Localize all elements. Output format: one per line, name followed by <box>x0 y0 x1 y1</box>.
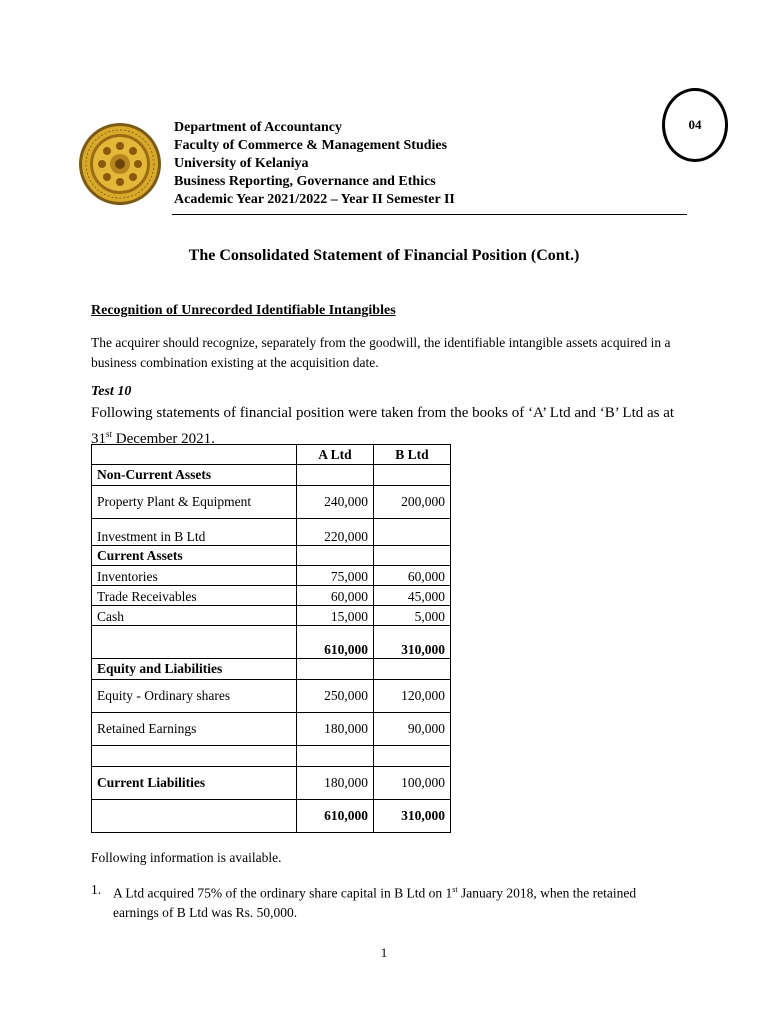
row-label: Non-Current Assets <box>92 465 297 486</box>
row-label <box>92 800 297 833</box>
row-a-value <box>297 465 374 486</box>
row-b-value: 90,000 <box>374 713 451 746</box>
table-row <box>92 746 451 767</box>
row-a-value <box>297 546 374 566</box>
list-item-text-before: A Ltd acquired 75% of the ordinary share capital in B Ltd on 1 <box>113 885 453 901</box>
row-label: Retained Earnings <box>92 713 297 746</box>
table-header-b-ltd: B Ltd <box>374 445 451 465</box>
row-a-value: 240,000 <box>297 486 374 519</box>
table-total-row <box>92 626 451 659</box>
list-item-text-after: January 2018, when the retained earnings of B Ltd was Rs. 50,000. <box>113 885 637 920</box>
row-label: Property Plant & Equipment <box>92 486 297 519</box>
row-a-value: 220,000 <box>297 519 374 546</box>
header-course: Business Reporting, Governance and Ethics <box>174 174 436 189</box>
test-intro-sup: st <box>106 429 113 439</box>
row-a-value: 180,000 <box>297 767 374 800</box>
row-label: Equity and Liabilities <box>92 659 297 680</box>
table-row <box>92 566 451 586</box>
sheet-number: 04 <box>688 117 702 132</box>
header-faculty: Faculty of Commerce & Management Studies <box>174 138 448 153</box>
table-header-row <box>92 445 451 465</box>
row-label: Equity - Ordinary shares <box>92 680 297 713</box>
table-row <box>92 546 451 566</box>
table-row <box>92 586 451 606</box>
row-b-value: 200,000 <box>374 486 451 519</box>
header-department: Department of Accountancy <box>174 120 342 135</box>
row-label: Cash <box>92 606 297 626</box>
row-label: Inventories <box>92 566 297 586</box>
list-item-text-sup: st <box>452 885 458 894</box>
row-b-total: 310,000 <box>374 800 451 833</box>
table-row <box>92 519 451 546</box>
section-paragraph: The acquirer should recognize, separately from the goodwill, the identifiable intangible assets acquired in a business combination existing at the acquisition date. <box>91 335 671 370</box>
test-intro-after: December 2021. <box>112 431 215 447</box>
row-a-value: 60,000 <box>297 586 374 606</box>
page-number: 1 <box>380 945 388 960</box>
row-label: Investment in B Ltd <box>92 519 297 546</box>
page-title: The Consolidated Statement of Financial Position (Cont.) <box>188 247 580 264</box>
university-seal-logo <box>78 122 162 206</box>
section-heading: Recognition of Unrecorded Identifiable Intangibles <box>91 303 396 318</box>
row-b-value: 5,000 <box>374 606 451 626</box>
sheet-number-badge <box>662 88 728 162</box>
table-header-a-ltd: A Ltd <box>297 445 374 465</box>
table-row <box>92 659 451 680</box>
row-b-value: 120,000 <box>374 680 451 713</box>
row-label <box>92 626 297 659</box>
table-row <box>92 486 451 519</box>
row-b-value <box>374 659 451 680</box>
info-heading: Following information is available. <box>91 850 282 865</box>
row-label: Trade Receivables <box>92 586 297 606</box>
table-row <box>92 767 451 800</box>
row-a-value <box>297 659 374 680</box>
row-a-value: 15,000 <box>297 606 374 626</box>
table-total-row <box>92 800 451 833</box>
row-a-value: 250,000 <box>297 680 374 713</box>
row-b-value <box>374 746 451 767</box>
table-row <box>92 465 451 486</box>
row-b-value: 45,000 <box>374 586 451 606</box>
test-label: Test 10 <box>91 384 132 399</box>
table-header-blank <box>92 445 297 465</box>
list-item-text <box>113 880 683 922</box>
table-row <box>92 680 451 713</box>
table-row <box>92 713 451 746</box>
financial-position-table <box>91 444 451 833</box>
row-a-value: 180,000 <box>297 713 374 746</box>
test-intro <box>91 403 681 450</box>
row-a-value <box>297 746 374 767</box>
row-b-value <box>374 519 451 546</box>
list-item-number: 1. <box>91 882 102 897</box>
row-label: Current Assets <box>92 546 297 566</box>
row-label: Current Liabilities <box>92 767 297 800</box>
header-academic-year: Academic Year 2021/2022 – Year II Semester II <box>174 192 455 207</box>
row-a-value: 75,000 <box>297 566 374 586</box>
header-divider <box>172 214 687 215</box>
row-b-value: 60,000 <box>374 566 451 586</box>
header-university: University of Kelaniya <box>174 156 309 171</box>
test-intro-before: Following statements of financial position were taken from the books of ‘A’ Ltd and ‘B’ Ltd as at 31 <box>91 405 675 447</box>
row-b-value <box>374 465 451 486</box>
row-b-total: 310,000 <box>374 626 451 659</box>
table-row <box>92 606 451 626</box>
row-b-value: 100,000 <box>374 767 451 800</box>
row-label <box>92 746 297 767</box>
document-header <box>174 119 455 209</box>
row-b-value <box>374 546 451 566</box>
row-a-total: 610,000 <box>297 800 374 833</box>
row-a-total: 610,000 <box>297 626 374 659</box>
